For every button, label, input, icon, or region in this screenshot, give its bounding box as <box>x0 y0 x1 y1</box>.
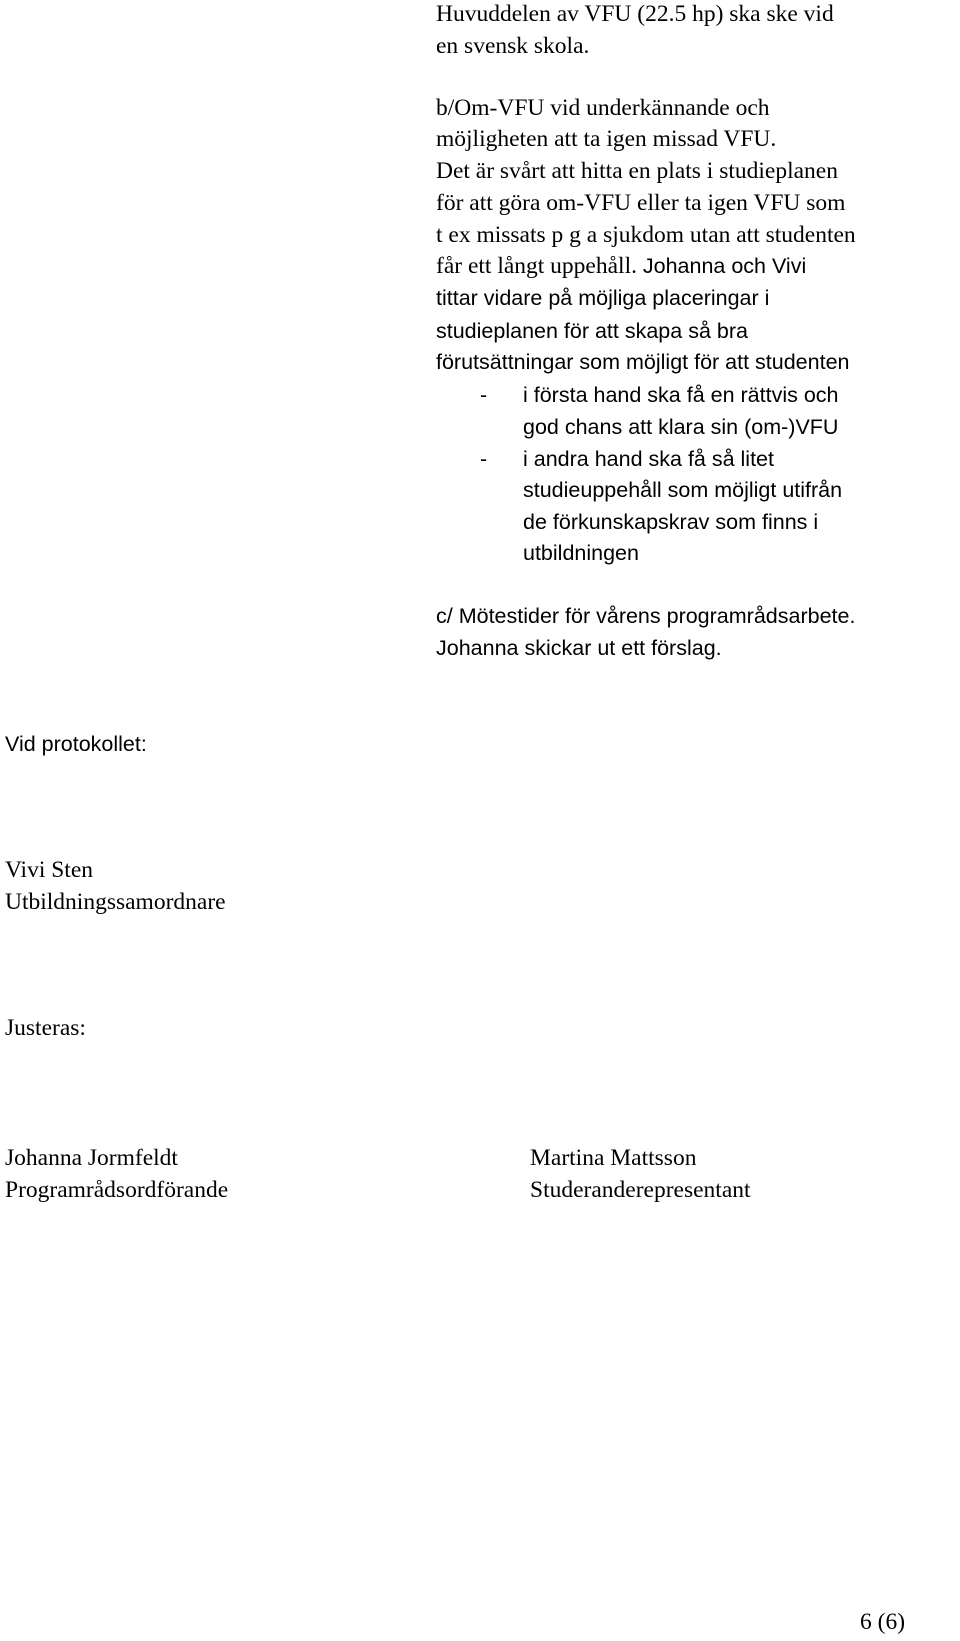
item-a-line-1: Huvuddelen av VFU (22.5 hp) ska ske vid <box>436 1 834 27</box>
item-c-line-2: Johanna skickar ut ett förslag. <box>436 636 722 660</box>
signatory-1-role: Programrådsordförande <box>5 1177 229 1203</box>
protocol-label: Vid protokollet: <box>5 732 147 756</box>
item-b-sans-line-2: studieplanen för att skapa så bra <box>436 319 748 343</box>
signatory-2-role: Studeranderepresentant <box>530 1177 751 1203</box>
page-number: 6 (6) <box>860 1609 906 1635</box>
item-b-mixed-sans: Johanna och Vivi <box>642 254 807 278</box>
protocol-role: Utbildningssamordnare <box>5 889 226 915</box>
item-c-line-1: c/ Mötestider för vårens programrådsarbete. <box>436 604 856 628</box>
item-b-text-line-1: Det är svårt att hitta en plats i studieplanen <box>436 158 838 184</box>
item-b-text-line-2: för att göra om-VFU eller ta igen VFU som <box>436 190 846 216</box>
bullet-2-line-2: studieuppehåll som möjligt utifrån <box>523 478 843 502</box>
bullet-2-line-3: de förkunskapskrav som finns i <box>523 510 819 534</box>
bullet-2-line-1: i andra hand ska få så litet <box>523 447 774 471</box>
bullet-2-line-4: utbildningen <box>523 541 639 565</box>
bullet-2-marker: - <box>480 447 488 471</box>
item-b-sans-line-1: tittar vidare på möjliga placeringar i <box>436 286 770 310</box>
item-b-mixed-line <box>436 255 806 279</box>
item-b-heading-line-2: möjligheten att ta igen missad VFU. <box>436 126 777 152</box>
signatory-1-name: Johanna Jormfeldt <box>5 1145 178 1171</box>
item-a-line-2: en svensk skola. <box>436 33 590 59</box>
item-b-text-line-3: t ex missats p g a sjukdom utan att studenten <box>436 222 856 248</box>
bullet-1-marker: - <box>480 383 488 407</box>
bullet-1-line-1: i första hand ska få en rättvis och <box>523 383 839 407</box>
signatory-2-name: Martina Mattsson <box>530 1145 697 1171</box>
protocol-name: Vivi Sten <box>5 857 94 883</box>
verification-label: Justeras: <box>5 1015 86 1041</box>
item-b-sans-line-3: förutsättningar som möjligt för att studenten <box>436 350 850 374</box>
item-b-heading-line-1: b/Om-VFU vid underkännande och <box>436 95 770 121</box>
item-b-mixed-serif: får ett långt uppehåll. <box>436 253 637 279</box>
bullet-1-line-2: god chans att klara sin (om-)VFU <box>523 415 839 439</box>
